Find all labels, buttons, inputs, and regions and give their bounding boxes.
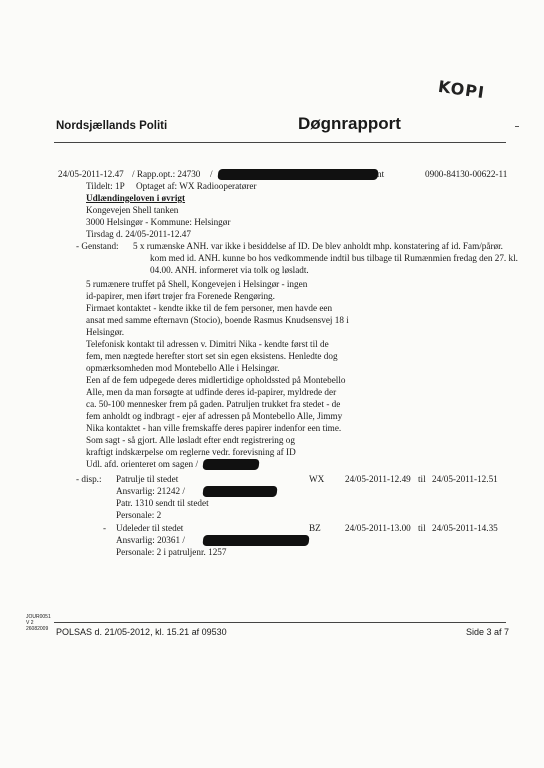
body-line: Helsingør.: [86, 327, 125, 337]
footer-rule: [54, 622, 506, 623]
dispatch-til: til: [418, 523, 426, 533]
body-line: opmærksomheden mod Montebello Alle i Helsingør.: [86, 363, 280, 373]
margin-mark: [515, 126, 519, 127]
kopi-stamp: KOPI: [436, 76, 487, 103]
form-code: 26082009: [26, 626, 49, 632]
organization-name: Nordsjællands Politi: [56, 120, 168, 132]
genstand-line: 5 x rumænske ANH. var ikke i besiddelse af ID. De blev anholdt mhp. konstatering af id. Fam/pårør.: [133, 241, 503, 251]
address-line-1: Kongevejen Shell tanken: [86, 205, 179, 215]
body-line: Alle, men da man forsøgte at udfinde deres id-papirer, myldrede der: [86, 387, 337, 397]
polsas-footer: POLSAS d. 21/05-2012, kl. 15.21 af 09530: [56, 627, 227, 637]
disp-label: - disp.:: [76, 474, 102, 484]
body-line: kraftigt indskærpelse om reglerne vedr. forevisning af ID: [86, 447, 296, 457]
body-line: Udl. afd. orienteret om sagen /: [86, 459, 198, 469]
dispatch-note: Patr. 1310 sendt til stedet: [116, 498, 209, 508]
dispatch-ansvarlig: Ansvarlig: 20361 /: [116, 535, 185, 545]
dispatch-personale: Personale: 2: [116, 510, 162, 520]
body-line: ansat med samme efternavn (Stocio), boende Rasmus Knudsensvej 18 i: [86, 315, 349, 325]
dispatch-til: til: [418, 474, 426, 484]
body-line: Telefonisk kontakt til adressen v. Dimitri Nika - kendte først til de: [86, 339, 329, 349]
redaction-bar: [217, 169, 378, 180]
body-line: fem anholdt og indbragt - ejer af adressen på Montebello Alle, Jimmy: [86, 411, 343, 421]
genstand-line: 04.00. ANH. informeret via tolk og løsladt.: [150, 265, 309, 275]
dispatch-to: 24/05-2011-12.51: [432, 474, 498, 484]
tildelt: Tildelt: 1P: [86, 181, 125, 191]
body-line: 5 rumænere truffet på Shell, Kongevejen i Helsingør - ingen: [86, 279, 308, 289]
dispatch-bullet: -: [103, 523, 107, 533]
dispatch-ansvarlig: Ansvarlig: 21242 /: [116, 486, 185, 496]
rapp-opt: / Rapp.opt.: 24730: [132, 169, 201, 179]
form-code: JOUR0051: [26, 614, 51, 620]
case-number: 0900-84130-00622-11: [425, 169, 508, 179]
body-line: Een af de fem udpegede deres midlertidige opholdssted på Montebello: [86, 375, 346, 385]
redaction-bar: [202, 535, 309, 546]
body-line: Firmaet kontaktet - kendte ikke til de fem personer, men havde een: [86, 303, 333, 313]
redaction-bar: [202, 486, 277, 497]
dispatch-code: BZ: [309, 523, 321, 533]
body-line: Som sagt - så gjort. Alle løsladt efter endt registrering og: [86, 435, 295, 445]
report-timestamp: 24/05-2011-12.47: [58, 169, 124, 179]
body-line: Nika kontaktet - han ville fremskaffe deres papirer indenfor een time.: [86, 423, 342, 433]
dispatch-code: WX: [309, 474, 325, 484]
page-number: Side 3 af 7: [466, 627, 510, 637]
address-line-2: 3000 Helsingør - Kommune: Helsingør: [86, 217, 231, 227]
report-title: Døgnrapport: [298, 114, 401, 133]
report-category: Udlændingeloven i øvrigt: [86, 193, 186, 203]
dispatch-title: Patrulje til stedet: [116, 474, 179, 484]
header-rule: [54, 142, 506, 143]
genstand-line: kom med id. ANH. kunne bo hos vedkommende indtil bus tilbage til Rumænmien fredag den 27. kl.: [150, 253, 518, 263]
date-line: Tirsdag d. 24/05-2011-12.47: [86, 229, 191, 239]
body-line: fem, men nægtede herefter stort set sin egen eksistens. Henledte dog: [86, 351, 338, 361]
optaget-af: Optaget af: WX Radiooperatører: [136, 181, 257, 191]
form-code: V 2: [26, 620, 34, 626]
genstand-label: - Genstand:: [76, 241, 119, 251]
dispatch-title: Udeleder til stedet: [116, 523, 184, 533]
dispatch-to: 24/05-2011-14.35: [432, 523, 498, 533]
redaction-bar: [202, 459, 259, 470]
body-line: id-papirer, men iført trøjer fra Forenede Rengøring.: [86, 291, 275, 301]
body-line: ca. 50-100 mennesker frem på gaden. Patruljen trukket fra stedet - de: [86, 399, 341, 409]
rapp-slash: /: [210, 169, 213, 179]
dispatch-from: 24/05-2011-13.00: [345, 523, 411, 533]
dispatch-personale: Personale: 2 i patruljenr. 1257: [116, 547, 227, 557]
redacted-suffix: nt: [377, 169, 385, 179]
dispatch-from: 24/05-2011-12.49: [345, 474, 411, 484]
